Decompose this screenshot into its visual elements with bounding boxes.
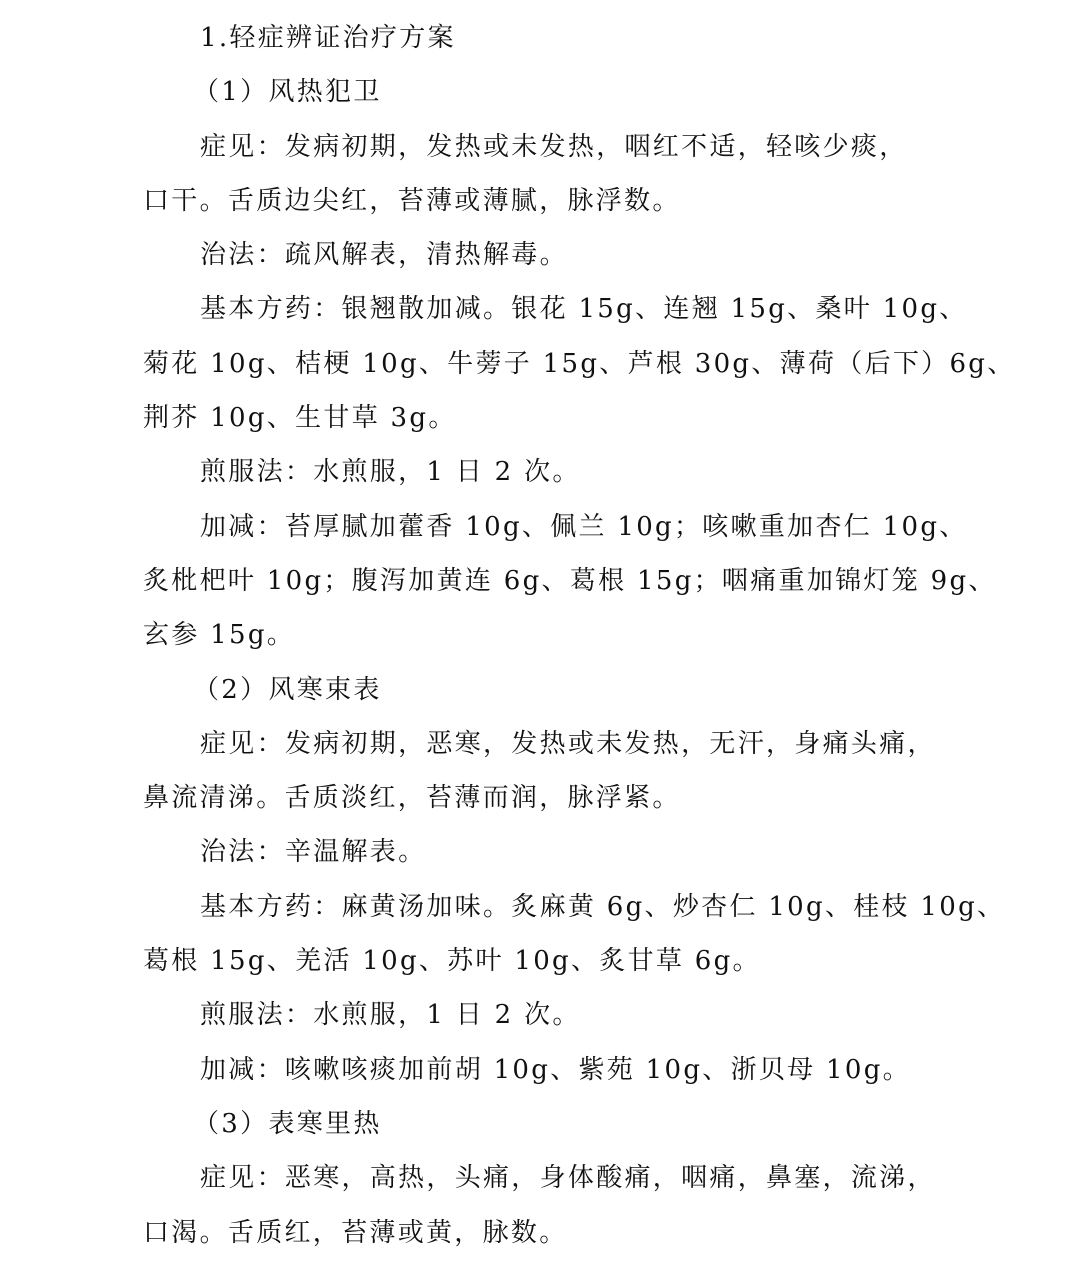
paragraph-line: 煎服法：水煎服，1 日 2 次。 — [200, 1000, 581, 1031]
paragraph-line: 葛根 15g、羌活 10g、苏叶 10g、炙甘草 6g。 — [143, 946, 761, 977]
paragraph-line: 炙枇杷叶 10g；腹泻加黄连 6g、葛根 15g；咽痛重加锦灯笼 9g、 — [143, 565, 997, 596]
section-title: 1.轻症辨证治疗方案 — [200, 23, 456, 53]
paragraph-line: 症见：发病初期，发热或未发热，咽红不适，轻咳少痰， — [200, 131, 908, 162]
paragraph-line: 口干。舌质边尖红，苔薄或薄腻，脉浮数。 — [143, 185, 681, 216]
paragraph-line: 加减：咳嗽咳痰加前胡 10g、紫苑 10g、浙贝母 10g。 — [200, 1054, 911, 1085]
paragraph-line: 菊花 10g、桔梗 10g、牛蒡子 15g、芦根 30g、薄荷（后下）6g、 — [143, 348, 1016, 379]
paragraph-line: 鼻流清涕。舌质淡红，苔薄而润，脉浮紧。 — [143, 783, 681, 814]
subsection-heading: （1）风热犯卫 — [193, 77, 382, 108]
paragraph-line: 荆芥 10g、生甘草 3g。 — [143, 403, 457, 434]
subsection-heading: （2）风寒束表 — [193, 674, 382, 705]
paragraph-line: 治法：辛温解表。 — [200, 837, 427, 868]
paragraph-line: 加减：苔厚腻加藿香 10g、佩兰 10g；咳嗽重加杏仁 10g、 — [200, 511, 968, 542]
paragraph-line: 症见：恶寒，高热，头痛，身体酸痛，咽痛，鼻塞，流涕， — [200, 1163, 936, 1194]
paragraph-line: 口渴。舌质红，苔薄或黄，脉数。 — [143, 1217, 568, 1248]
paragraph-line: 基本方药：银翘散加减。银花 15g、连翘 15g、桑叶 10g、 — [200, 294, 968, 325]
paragraph-line: 基本方药：麻黄汤加味。炙麻黄 6g、炒杏仁 10g、桂枝 10g、 — [200, 891, 1006, 922]
paragraph-line: 治法：疏风解表，清热解毒。 — [200, 240, 568, 271]
paragraph-line: 玄参 15g。 — [143, 620, 296, 651]
paragraph-line: 症见：发病初期，恶寒，发热或未发热，无汗，身痛头痛， — [200, 728, 936, 759]
document-body — [143, 18, 1016, 1267]
paragraph-line: 煎服法：水煎服，1 日 2 次。 — [200, 457, 581, 488]
subsection-heading: （3）表寒里热 — [193, 1108, 382, 1139]
